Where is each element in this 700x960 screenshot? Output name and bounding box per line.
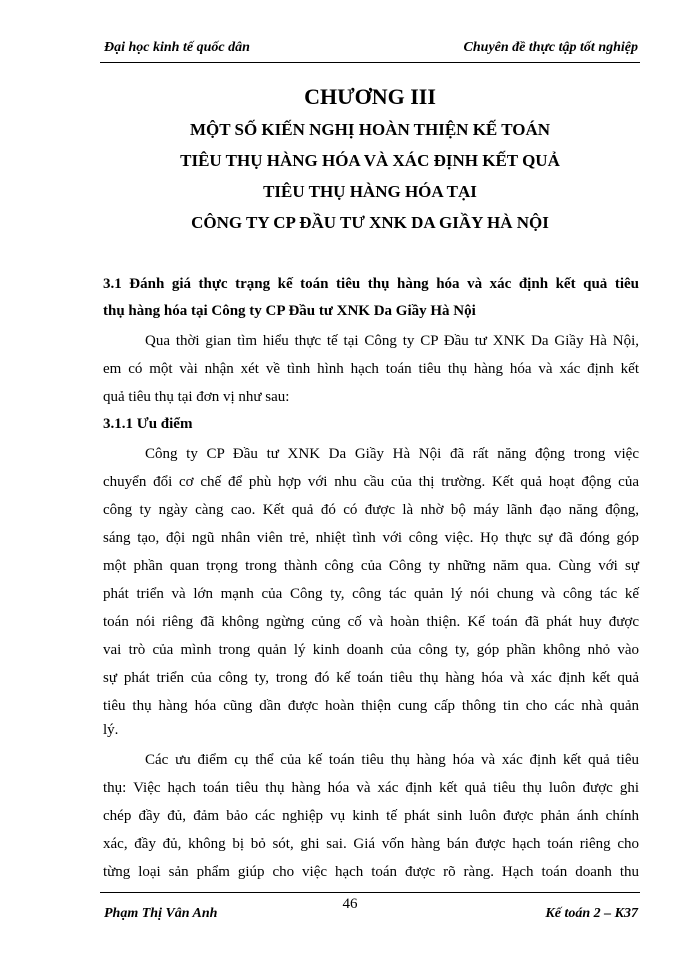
section-heading-line: thụ hàng hóa tại Công ty CP Đầu tư XNK Da Giầy Hà Nội <box>103 303 476 319</box>
paragraph-line: tiêu thụ hàng hóa cũng dần được hoàn thiện cung cấp thông tin cho các nhà quản <box>103 698 639 714</box>
intro-line: em có một vài nhận xét về tình hình hạch toán tiêu thụ hàng hóa và xác định kết <box>103 361 639 377</box>
intro-line: quả tiêu thụ tại đơn vị như sau: <box>103 389 290 405</box>
paragraph-line: lý. <box>103 722 119 738</box>
footer-author: Phạm Thị Vân Anh <box>104 906 218 921</box>
paragraph-line: Các ưu điểm cụ thể của kế toán tiêu thụ hàng hóa và xác định kết quả tiêu <box>145 752 639 768</box>
chapter-subtitle-line: CÔNG TY CP ĐẦU TƯ XNK DA GIẦY HÀ NỘI <box>191 213 549 232</box>
paragraph-line: công ty ngày càng cao. Kết quả đó có được là nhờ bộ máy lãnh đạo năng động, <box>103 502 639 518</box>
header-rule <box>100 62 640 63</box>
chapter-subtitle-line: TIÊU THỤ HÀNG HÓA TẠI <box>263 182 477 201</box>
paragraph-line: phát triển và lớn mạnh của Công ty, công tác quản lý nói chung và công tác kế <box>103 586 639 602</box>
paragraph-line: toán nói riêng đã không ngừng củng cố và hoàn thiện. Kế toán đã phát huy được <box>103 614 639 630</box>
paragraph-line: Công ty CP Đầu tư XNK Da Giầy Hà Nội đã rất năng động trong việc <box>145 446 639 462</box>
paragraph-line: vai trò của mình trong quản lý kinh doanh của công ty, góp phần không nhỏ vào <box>103 642 639 658</box>
chapter-subtitle-line: TIÊU THỤ HÀNG HÓA VÀ XÁC ĐỊNH KẾT QUẢ <box>180 151 560 170</box>
paragraph-line: xác, đầy đủ, không bị bỏ sót, ghi sai. Giá vốn hàng bán được hạch toán riêng cho <box>103 836 639 852</box>
paragraph-line: chép đầy đủ, đảm bảo các nghiệp vụ kinh tế phát sinh luôn được phản ánh chính <box>103 808 639 824</box>
paragraph-line: sáng tạo, đội ngũ nhân viên trẻ, nhiệt tình với công việc. Họ thực sự đã đóng góp <box>103 530 639 546</box>
footer-rule <box>100 892 640 893</box>
chapter-title: CHƯƠNG III <box>304 84 436 109</box>
page-number: 46 <box>342 896 358 912</box>
chapter-subtitle-line: MỘT SỐ KIẾN NGHỊ HOÀN THIỆN KẾ TOÁN <box>189 120 551 139</box>
paragraph-line: thụ: Việc hạch toán tiêu thụ hàng hóa và xác định kết quả tiêu thụ luôn được ghi <box>103 780 639 796</box>
footer-class: Kế toán 2 – K37 <box>545 906 638 921</box>
intro-line: Qua thời gian tìm hiểu thực tế tại Công ty CP Đầu tư XNK Da Giầy Hà Nội, <box>145 333 639 349</box>
paragraph-line: một phần quan trọng trong thành công của Công ty những năm qua. Cùng với sự <box>103 558 639 574</box>
paragraph-line: sự phát triển của công ty, trong đó kế toán tiêu thụ hàng hóa và xác định kết quả <box>103 670 639 686</box>
paragraph-line: từng loại sản phẩm giúp cho việc hạch toán được rõ ràng. Hạch toán doanh thu <box>103 864 639 880</box>
header-university: Đại học kinh tế quốc dân <box>104 40 250 55</box>
subsection-heading: 3.1.1 Ưu điểm <box>103 416 193 432</box>
section-heading-line: 3.1 Đánh giá thực trạng kế toán tiêu thụ hàng hóa và xác định kết quả tiêu <box>103 276 639 292</box>
header-report-type: Chuyên đề thực tập tốt nghiệp <box>463 40 638 55</box>
paragraph-line: chuyển đổi cơ chế để phù hợp với nhu cầu của thị trường. Kết quả hoạt động của <box>103 474 639 490</box>
